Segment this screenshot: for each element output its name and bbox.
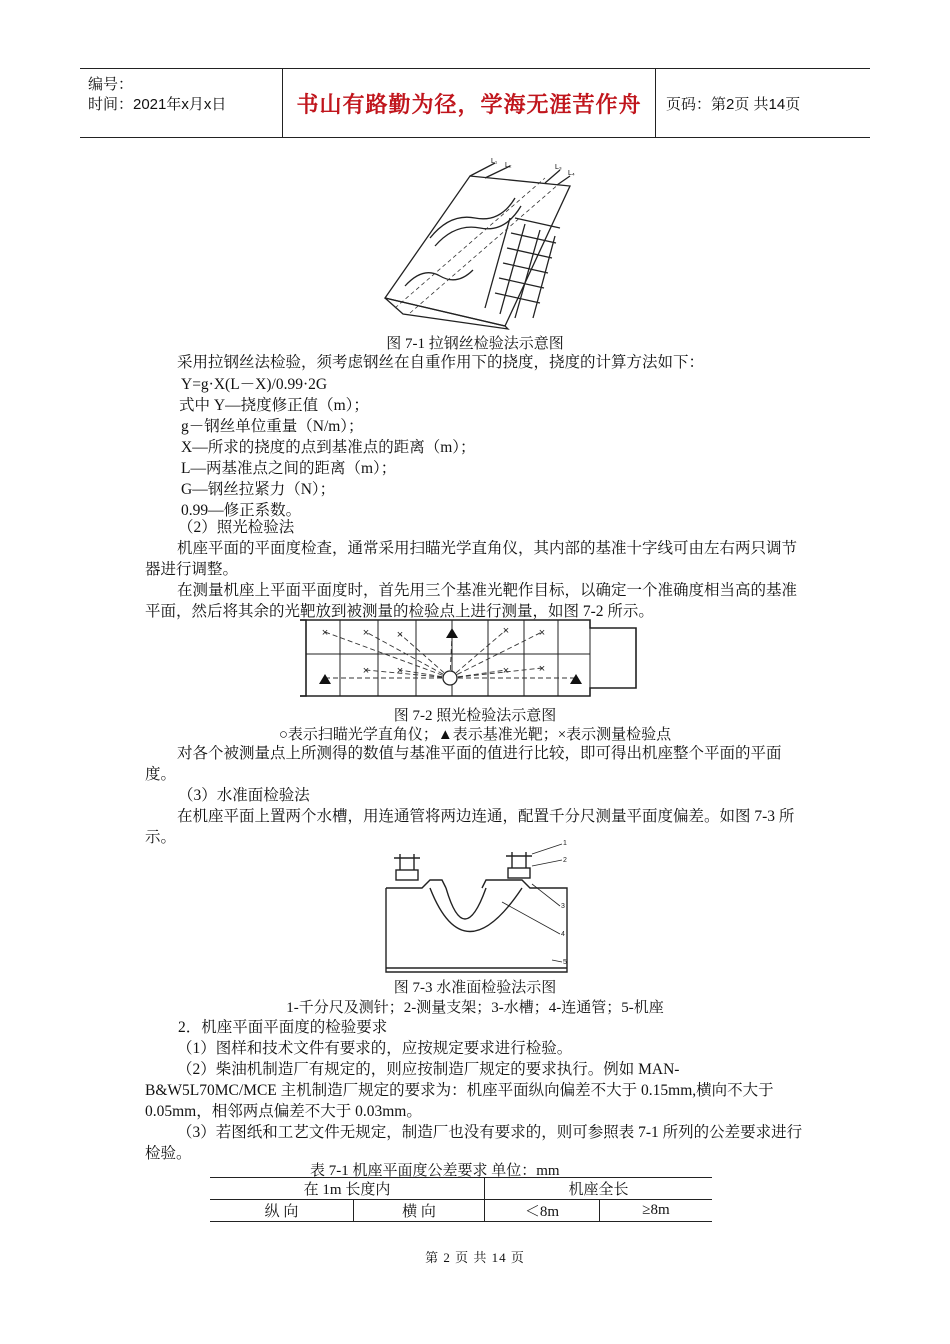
- fig2-legend: ○表示扫瞄光学直角仪；▲表示基准光靶；×表示测量检验点: [278, 727, 672, 743]
- paragraph-7: （2）柴油机制造厂有规定的，则应按制造厂规定的要求执行。例如 MAN-B&W5L70MC/MCE 主机制造厂规定的要求为：机座平面纵向偏差不大于 0.15mm,横向不大于 0.05mm，相邻两点偏差不大于 0.03mm。: [145, 1061, 774, 1120]
- number-label: 编号：: [88, 76, 134, 93]
- fig3-caption: 图 7-3 水准面检验法示图: [393, 980, 557, 996]
- paragraph-2: 机座平面的平面度检查，通常采用扫瞄光学直角仪，其内部的基准十字线可由左右两只调节器进行调整。: [145, 540, 798, 578]
- paragraph-8: （3）若图纸和工艺文件无规定，制造厂也没有要求的，则可参照表 7-1 所列的公差要求进行检验。: [145, 1124, 803, 1162]
- fig3-legend: 1-千分尺及测针；2-测量支架；3-水槽；4-连通管；5-机座: [286, 1000, 664, 1016]
- table-col-transverse: 横 向: [354, 1200, 485, 1222]
- definition-intro: 式中 Y—挠度修正值（m）；: [179, 397, 369, 414]
- figure-light-method: [300, 612, 655, 704]
- fig1-label-l1: L₁: [491, 158, 498, 165]
- fig1-label-l4: L₄: [568, 170, 575, 177]
- figure-wire-method: [375, 158, 580, 330]
- definition-l: L—两基准点之间的距离（m）；: [181, 460, 397, 477]
- page-header: [80, 68, 870, 138]
- svg-text:×: ×: [538, 663, 546, 675]
- svg-text:×: ×: [538, 627, 546, 639]
- fig2-caption: 图 7-2 照光检验法示意图: [393, 708, 557, 724]
- svg-text:×: ×: [362, 627, 370, 639]
- tolerance-table: [210, 1163, 712, 1222]
- svg-text:×: ×: [396, 629, 404, 641]
- table-group-1: 在 1m 长度内: [303, 1182, 391, 1198]
- table-col-over-8m: ≥8m: [600, 1200, 713, 1222]
- svg-text:×: ×: [396, 665, 404, 677]
- page-footer: 第 2 页 共 14 页: [425, 1250, 525, 1265]
- table-title: 表 7-1 机座平面度公差要求 单位：mm: [310, 1163, 560, 1179]
- fig1-label-l2: L₂: [505, 162, 512, 169]
- date-label: 时间：2021年x月x日: [88, 96, 227, 113]
- fig1-caption: 图 7-1 拉钢丝检验法示意图: [386, 336, 564, 352]
- header-meta: [80, 69, 283, 137]
- paragraph-1: 采用拉钢丝法检验，须考虑钢丝在自重作用下的挠度，挠度的计算方法如下：: [177, 354, 705, 371]
- fig3-label-3: 3: [561, 903, 565, 910]
- fig3-label-4: 4: [561, 931, 565, 938]
- table-header-row: [210, 1178, 712, 1200]
- heading-requirements: 2．机座平面平面度的检验要求: [178, 1019, 388, 1036]
- definition-G: G—钢丝拉紧力（N）；: [181, 481, 336, 498]
- paragraph-5: 在机座平面上置两个水槽，用连通管将两边连通，配置千分尺测量平面度偏差。如图 7-3 所示。: [145, 808, 795, 846]
- definition-k: 0.99—修正系数。: [181, 502, 302, 519]
- figure-water-method: [382, 840, 577, 975]
- table-col-under-8m: ＜8m: [485, 1200, 600, 1222]
- fig1-label-l3: L₃: [555, 164, 562, 171]
- table-col-longitudinal: 纵 向: [210, 1200, 354, 1222]
- paragraph-6: （1）图样和技术文件有要求的，应按规定要求进行检验。: [177, 1040, 573, 1057]
- formula: Y=g·X(L－X)/0.99·2G: [181, 376, 328, 393]
- table-subheader-row: [210, 1200, 712, 1222]
- definition-g: g－钢丝单位重量（N/m）；: [181, 418, 364, 435]
- fig3-label-5: 5: [563, 959, 567, 966]
- paragraph-4: 对各个被测量点上所测得的数值与基准平面的值进行比较，即可得出机座整个平面的平面度。: [145, 745, 782, 783]
- svg-text:×: ×: [321, 627, 329, 639]
- svg-text:×: ×: [502, 665, 510, 677]
- motto: 书山有路勤为径，学海无涯苦作舟: [283, 69, 656, 137]
- svg-text:×: ×: [502, 625, 510, 637]
- paragraph-3: 在测量机座上平面平面度时，首先用三个基准光靶作目标，以确定一个准确度相当高的基准平面，然后将其余的光靶放到被测量的检验点上进行测量，如图 7-2 所示。: [145, 582, 798, 620]
- fig3-label-2: 2: [563, 857, 567, 864]
- fig3-label-1: 1: [563, 840, 567, 847]
- definition-x: X—所求的挠度的点到基准点的距离（m）；: [181, 439, 476, 456]
- svg-text:×: ×: [362, 665, 370, 677]
- heading-light-method: （2）照光检验法: [178, 519, 295, 536]
- page-label: 页码：第2页 共14页: [666, 95, 801, 113]
- heading-water-method: （3）水准面检验法: [178, 787, 310, 804]
- table-group-2: 机座全长: [485, 1178, 713, 1200]
